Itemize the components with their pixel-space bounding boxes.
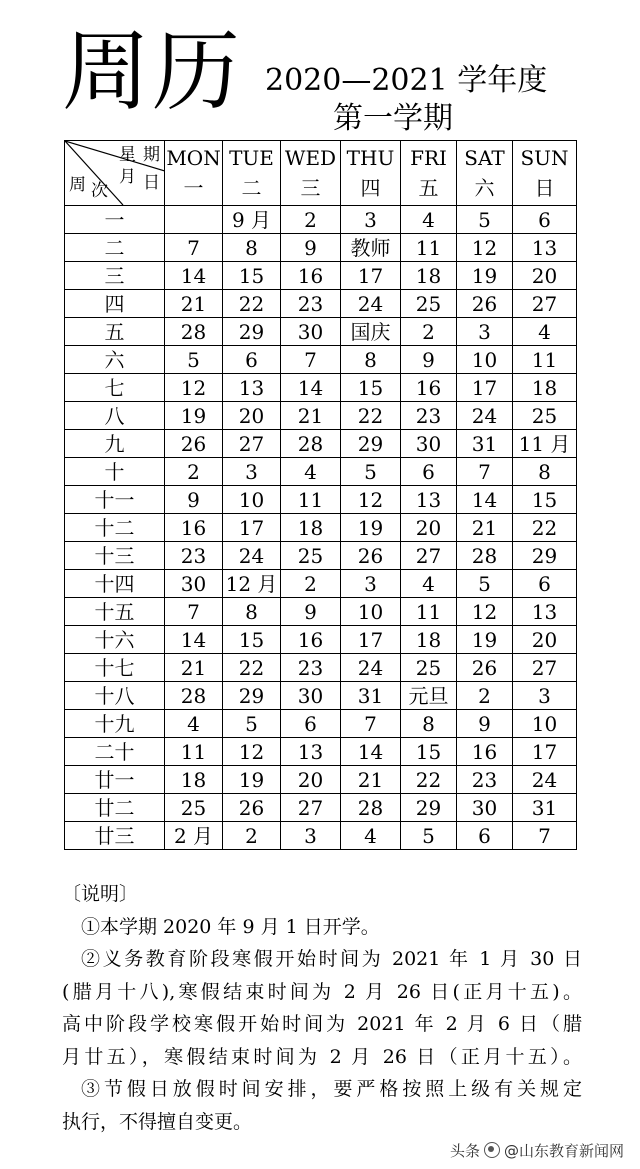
date-cell: 3 <box>341 206 401 234</box>
week-number-cell: 十 <box>65 458 165 486</box>
week-number-cell: 五 <box>65 318 165 346</box>
day-cn-label: 六 <box>474 176 495 200</box>
date-cell: 5 <box>223 710 281 738</box>
day-header-sat <box>457 141 513 206</box>
date-cell: 24 <box>457 402 513 430</box>
table-row <box>65 430 577 458</box>
table-row <box>65 570 577 598</box>
date-cell: 25 <box>281 542 341 570</box>
date-cell: 21 <box>281 402 341 430</box>
date-cell: 24 <box>223 542 281 570</box>
date-cell: 11 <box>401 234 457 262</box>
date-cell: 21 <box>165 290 223 318</box>
date-cell: 19 <box>457 262 513 290</box>
date-cell: 3 <box>341 570 401 598</box>
date-cell: 18 <box>513 374 577 402</box>
note-line: 执行，不得擅自变更。 <box>62 1110 253 1133</box>
date-cell: 11 <box>513 346 577 374</box>
date-cell: 2 <box>401 318 457 346</box>
date-cell: 20 <box>281 766 341 794</box>
week-number-cell: 十六 <box>65 626 165 654</box>
date-cell: 18 <box>281 514 341 542</box>
date-cell: 国庆 <box>341 318 401 346</box>
date-cell: 7 <box>341 710 401 738</box>
date-cell: 26 <box>457 290 513 318</box>
date-cell: 26 <box>223 794 281 822</box>
date-cell: 22 <box>223 654 281 682</box>
date-cell: 5 <box>457 570 513 598</box>
date-cell: 14 <box>165 262 223 290</box>
date-cell: 13 <box>513 234 577 262</box>
date-cell: 29 <box>223 682 281 710</box>
day-cn-label: 一 <box>183 176 204 200</box>
week-number-cell: 廿一 <box>65 766 165 794</box>
watermark <box>450 1140 624 1161</box>
table-row <box>65 626 577 654</box>
date-cell: 22 <box>341 402 401 430</box>
date-cell: 19 <box>223 766 281 794</box>
day-header-tue <box>223 141 281 206</box>
date-cell: 元旦 <box>401 682 457 710</box>
table-row <box>65 682 577 710</box>
table-row <box>65 290 577 318</box>
date-cell: 14 <box>281 374 341 402</box>
day-header-mon <box>165 141 223 206</box>
date-cell: 23 <box>401 402 457 430</box>
date-cell: 25 <box>401 654 457 682</box>
week-number-cell: 八 <box>65 402 165 430</box>
week-number-cell: 十五 <box>65 598 165 626</box>
table-row <box>65 738 577 766</box>
date-cell: 2 <box>281 570 341 598</box>
day-header-thu <box>341 141 401 206</box>
date-cell: 17 <box>223 514 281 542</box>
note-line: (腊月十八),寒假结束时间为 2 月 26 日(正月十五)。 <box>62 980 582 1003</box>
date-cell: 14 <box>457 486 513 514</box>
date-cell: 26 <box>165 430 223 458</box>
date-cell: 12 月 <box>223 570 281 598</box>
date-cell: 6 <box>513 206 577 234</box>
day-en-label: SUN <box>520 146 569 170</box>
week-number-cell: 十一 <box>65 486 165 514</box>
date-cell: 17 <box>341 626 401 654</box>
date-cell: 6 <box>513 570 577 598</box>
semester-title: 第一学期 <box>333 101 453 136</box>
week-number-cell: 九 <box>65 430 165 458</box>
date-cell: 8 <box>223 234 281 262</box>
date-cell: 31 <box>341 682 401 710</box>
date-cell: 9 <box>281 234 341 262</box>
day-header-sun <box>513 141 577 206</box>
table-row <box>65 262 577 290</box>
day-header-wed <box>281 141 341 206</box>
date-cell: 14 <box>165 626 223 654</box>
calendar-body <box>65 206 577 850</box>
day-cn-label: 三 <box>300 176 321 200</box>
week-number-cell: 三 <box>65 262 165 290</box>
date-cell: 4 <box>165 710 223 738</box>
date-cell: 8 <box>401 710 457 738</box>
date-cell: 13 <box>281 738 341 766</box>
date-cell: 8 <box>341 346 401 374</box>
date-cell: 29 <box>223 318 281 346</box>
camera-icon <box>484 1142 500 1158</box>
date-cell: 3 <box>457 318 513 346</box>
date-cell: 27 <box>281 794 341 822</box>
table-row <box>65 234 577 262</box>
date-cell: 23 <box>281 290 341 318</box>
date-cell: 31 <box>513 794 577 822</box>
date-cell: 9 <box>281 598 341 626</box>
note-line: ①本学期 2020 年 9 月 1 日开学。 <box>81 915 380 938</box>
date-cell: 11 <box>401 598 457 626</box>
corner-label-ci: 次 <box>91 181 108 201</box>
date-cell: 6 <box>281 710 341 738</box>
date-cell: 30 <box>165 570 223 598</box>
date-cell: 7 <box>165 234 223 262</box>
table-row <box>65 374 577 402</box>
week-number-cell: 十二 <box>65 514 165 542</box>
date-cell: 18 <box>401 626 457 654</box>
date-cell: 27 <box>223 430 281 458</box>
week-number-cell: 十八 <box>65 682 165 710</box>
date-cell: 29 <box>401 794 457 822</box>
date-cell: 20 <box>513 262 577 290</box>
date-cell: 25 <box>401 290 457 318</box>
date-cell: 29 <box>513 542 577 570</box>
date-cell: 10 <box>341 598 401 626</box>
date-cell: 7 <box>165 598 223 626</box>
table-row <box>65 766 577 794</box>
date-cell: 17 <box>457 374 513 402</box>
date-cell: 2 月 <box>165 822 223 850</box>
table-row <box>65 542 577 570</box>
week-number-cell: 十九 <box>65 710 165 738</box>
date-cell: 4 <box>401 206 457 234</box>
table-row <box>65 654 577 682</box>
date-cell: 6 <box>401 458 457 486</box>
date-cell: 5 <box>341 458 401 486</box>
date-cell: 4 <box>513 318 577 346</box>
date-cell: 15 <box>341 374 401 402</box>
table-row <box>65 402 577 430</box>
corner-label-qi: 期 <box>143 145 160 165</box>
corner-label-ri: 日 <box>143 173 160 193</box>
table-row <box>65 318 577 346</box>
corner-label-xing: 星 <box>119 145 136 165</box>
watermark-prefix: 头条 <box>449 1142 480 1160</box>
date-cell: 20 <box>401 514 457 542</box>
date-cell: 4 <box>341 822 401 850</box>
date-cell: 4 <box>401 570 457 598</box>
date-cell: 30 <box>401 430 457 458</box>
week-number-cell: 廿三 <box>65 822 165 850</box>
date-cell: 20 <box>223 402 281 430</box>
date-cell: 8 <box>223 598 281 626</box>
date-cell: 27 <box>401 542 457 570</box>
day-cn-label: 日 <box>534 176 555 200</box>
table-row <box>65 206 577 234</box>
date-cell: 26 <box>341 542 401 570</box>
date-cell: 5 <box>165 346 223 374</box>
week-number-cell: 二十 <box>65 738 165 766</box>
date-cell: 25 <box>165 794 223 822</box>
day-header-fri <box>401 141 457 206</box>
date-cell: 26 <box>457 654 513 682</box>
date-cell: 教师 <box>341 234 401 262</box>
week-number-cell: 廿二 <box>65 794 165 822</box>
date-cell: 16 <box>281 262 341 290</box>
date-cell: 15 <box>513 486 577 514</box>
date-cell: 7 <box>281 346 341 374</box>
date-cell: 3 <box>223 458 281 486</box>
date-cell: 12 <box>341 486 401 514</box>
date-cell: 21 <box>341 766 401 794</box>
date-cell: 9 <box>401 346 457 374</box>
date-cell: 13 <box>513 598 577 626</box>
date-cell: 11 <box>165 738 223 766</box>
weekly-calendar-table <box>64 140 577 850</box>
date-cell: 9 <box>457 710 513 738</box>
header <box>0 0 640 140</box>
date-cell: 16 <box>281 626 341 654</box>
date-cell: 12 <box>457 234 513 262</box>
date-cell: 28 <box>165 682 223 710</box>
date-cell: 2 <box>223 822 281 850</box>
day-en-label: WED <box>284 146 337 170</box>
date-cell: 6 <box>223 346 281 374</box>
date-cell: 15 <box>401 738 457 766</box>
date-cell: 19 <box>165 402 223 430</box>
date-cell: 24 <box>513 766 577 794</box>
date-cell: 9 月 <box>223 206 281 234</box>
date-cell: 17 <box>341 262 401 290</box>
date-cell: 22 <box>223 290 281 318</box>
note-line: 月廿五），寒假结束时间为 2 月 26 日（正月十五）。 <box>62 1045 582 1068</box>
week-number-cell: 七 <box>65 374 165 402</box>
table-row <box>65 822 577 850</box>
date-cell: 3 <box>513 682 577 710</box>
date-cell: 24 <box>341 654 401 682</box>
date-cell: 28 <box>281 430 341 458</box>
table-row <box>65 794 577 822</box>
date-cell: 27 <box>513 654 577 682</box>
day-en-label: FRI <box>410 146 447 170</box>
date-cell: 16 <box>457 738 513 766</box>
date-cell: 3 <box>281 822 341 850</box>
week-number-cell: 二 <box>65 234 165 262</box>
date-cell: 10 <box>457 346 513 374</box>
note-line: ②义务教育阶段寒假开始时间为 2021 年 1 月 30 日 <box>81 948 582 970</box>
day-en-label: TUE <box>229 146 274 170</box>
date-cell: 19 <box>457 626 513 654</box>
date-cell: 10 <box>223 486 281 514</box>
date-cell: 18 <box>401 262 457 290</box>
date-cell: 14 <box>341 738 401 766</box>
date-cell: 12 <box>457 598 513 626</box>
date-cell: 13 <box>223 374 281 402</box>
day-en-label: THU <box>346 146 395 170</box>
week-number-cell: 六 <box>65 346 165 374</box>
date-cell: 2 <box>165 458 223 486</box>
week-number-cell: 十七 <box>65 654 165 682</box>
date-cell: 20 <box>513 626 577 654</box>
date-cell: 8 <box>513 458 577 486</box>
table-row <box>65 486 577 514</box>
week-number-cell: 一 <box>65 206 165 234</box>
date-cell: 5 <box>401 822 457 850</box>
table-row <box>65 514 577 542</box>
note-line: 高中阶段学校寒假开始时间为 2021 年 2 月 6 日（腊 <box>62 1013 582 1035</box>
week-number-cell: 四 <box>65 290 165 318</box>
date-cell: 28 <box>165 318 223 346</box>
date-cell: 30 <box>457 794 513 822</box>
date-cell: 30 <box>281 318 341 346</box>
week-number-cell: 十四 <box>65 570 165 598</box>
week-number-cell: 十三 <box>65 542 165 570</box>
date-cell: 27 <box>513 290 577 318</box>
table-row <box>65 458 577 486</box>
corner-label-zhou: 周 <box>69 175 86 195</box>
date-cell: 22 <box>513 514 577 542</box>
date-cell: 23 <box>281 654 341 682</box>
date-cell: 2 <box>281 206 341 234</box>
date-cell: 15 <box>223 626 281 654</box>
date-cell: 23 <box>457 766 513 794</box>
note-line: ③节假日放假时间安排，要严格按照上级有关规定 <box>81 1078 582 1100</box>
date-cell: 4 <box>281 458 341 486</box>
day-cn-label: 二 <box>241 176 262 200</box>
date-cell: 25 <box>513 402 577 430</box>
date-cell: 24 <box>341 290 401 318</box>
table-row <box>65 598 577 626</box>
day-en-label: MON <box>166 146 221 170</box>
date-cell: 15 <box>223 262 281 290</box>
date-cell: 30 <box>281 682 341 710</box>
academic-year-title: 2020—2021 学年度 <box>265 63 548 98</box>
date-cell: 28 <box>341 794 401 822</box>
date-cell: 10 <box>513 710 577 738</box>
date-cell: 31 <box>457 430 513 458</box>
date-cell: 29 <box>341 430 401 458</box>
date-cell <box>165 206 223 234</box>
date-cell: 7 <box>513 822 577 850</box>
table-row <box>65 710 577 738</box>
corner-header-cell <box>65 141 165 206</box>
date-cell: 6 <box>457 822 513 850</box>
date-cell: 12 <box>223 738 281 766</box>
date-cell: 23 <box>165 542 223 570</box>
date-cell: 9 <box>165 486 223 514</box>
day-en-label: SAT <box>464 146 505 170</box>
page-title: 周历 <box>62 20 243 123</box>
watermark-account: @山东教育新闻网 <box>503 1142 624 1160</box>
date-cell: 21 <box>165 654 223 682</box>
date-cell: 13 <box>401 486 457 514</box>
date-cell: 28 <box>457 542 513 570</box>
date-cell: 22 <box>401 766 457 794</box>
day-cn-label: 五 <box>418 176 439 200</box>
day-cn-label: 四 <box>360 176 381 200</box>
notes-heading: 〔说明〕 <box>62 883 139 905</box>
date-cell: 12 <box>165 374 223 402</box>
date-cell: 21 <box>457 514 513 542</box>
date-cell: 16 <box>165 514 223 542</box>
table-header-row <box>65 141 577 206</box>
corner-label-yue: 月 <box>119 167 136 187</box>
date-cell: 2 <box>457 682 513 710</box>
table-row <box>65 346 577 374</box>
date-cell: 16 <box>401 374 457 402</box>
notes-section <box>62 878 582 1138</box>
date-cell: 17 <box>513 738 577 766</box>
date-cell: 18 <box>165 766 223 794</box>
date-cell: 11 月 <box>513 430 577 458</box>
date-cell: 7 <box>457 458 513 486</box>
date-cell: 5 <box>457 206 513 234</box>
date-cell: 11 <box>281 486 341 514</box>
date-cell: 19 <box>341 514 401 542</box>
